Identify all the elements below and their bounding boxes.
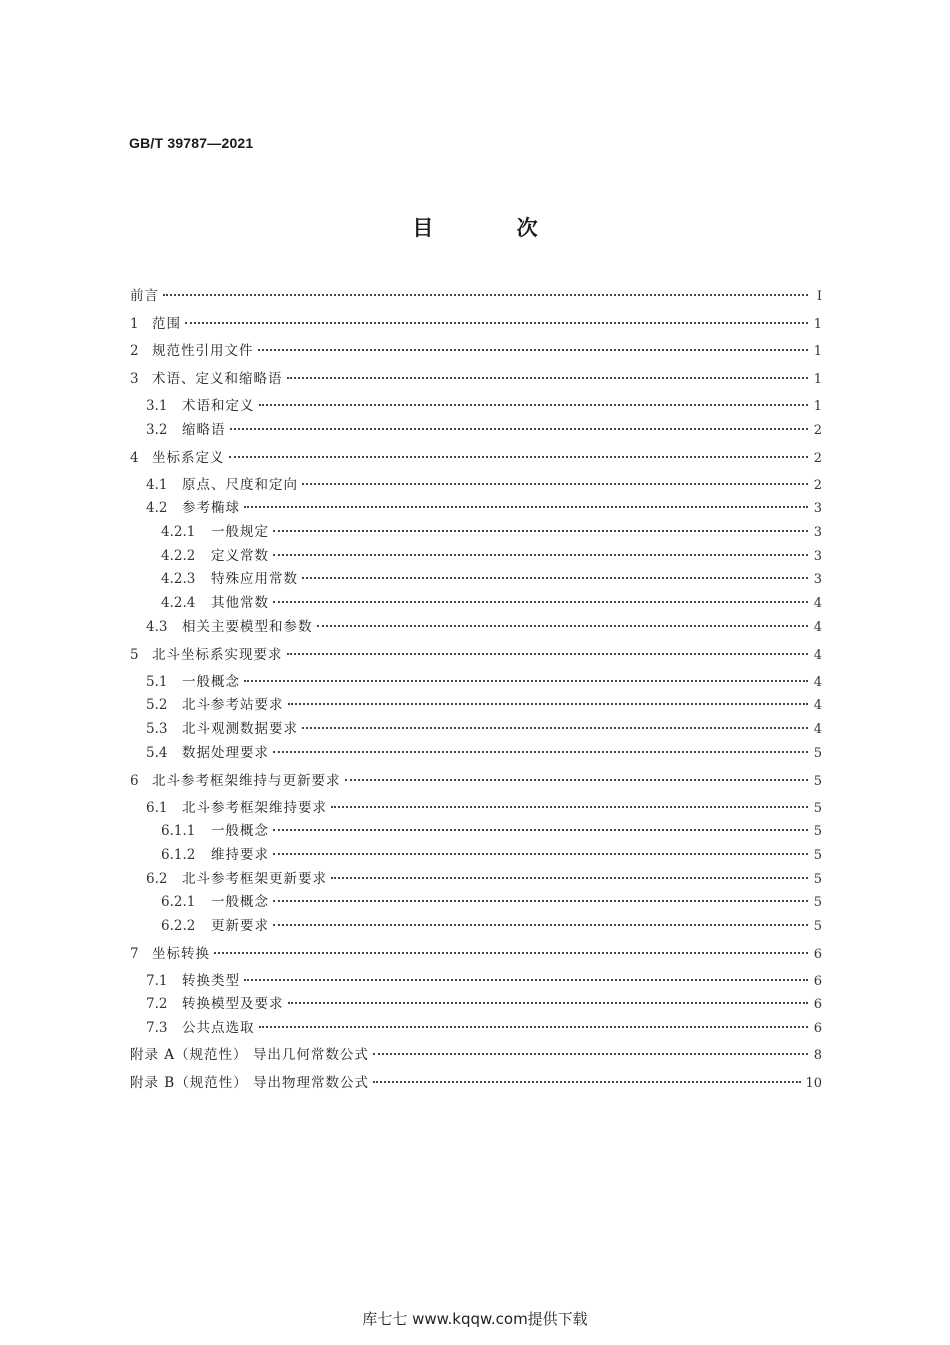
standard-code: GB/T 39787—2021 [129, 135, 254, 151]
toc-entry[interactable] [130, 617, 822, 637]
toc-page: 6 [813, 947, 822, 962]
toc-page: 5 [813, 848, 822, 863]
dot-leader [317, 624, 809, 627]
toc-number: 1 [130, 316, 139, 332]
toc-page: 2 [813, 423, 822, 438]
toc-number: 4.2.4 [161, 595, 196, 611]
dot-leader [273, 852, 808, 855]
toc-page: 5 [813, 824, 822, 839]
dot-leader [302, 482, 808, 485]
toc-number: 4.2.2 [161, 548, 196, 564]
toc-entry[interactable] [130, 695, 822, 715]
toc-label: 公共点选取 [182, 1020, 255, 1036]
dot-leader [185, 321, 808, 324]
toc-label: 特殊应用常数 [211, 571, 298, 587]
toc-page: 2 [813, 478, 822, 493]
toc-number: 6.2.2 [161, 918, 196, 934]
toc-entry[interactable] [130, 892, 822, 912]
toc-number: 6.2.1 [161, 894, 196, 910]
dot-leader [244, 505, 808, 508]
dot-leader [331, 876, 808, 879]
dot-leader [244, 978, 808, 981]
toc-entry[interactable] [130, 719, 822, 739]
dot-leader [273, 828, 808, 831]
toc-label: 坐标系定义 [152, 450, 225, 466]
toc-label: 术语和定义 [182, 398, 255, 414]
toc-number: 7.3 [146, 1020, 168, 1036]
dot-leader [214, 951, 808, 954]
toc-number: 2 [130, 343, 139, 359]
toc-page: 1 [813, 372, 822, 387]
toc-page: 4 [813, 620, 822, 635]
toc-page: 8 [813, 1048, 822, 1063]
toc-entry-appendix-b[interactable] [130, 1073, 822, 1093]
toc-label: 原点、尺度和定向 [182, 477, 298, 493]
toc-label: 附录 B（规范性） 导出物理常数公式 [130, 1075, 370, 1091]
toc-entry[interactable] [130, 645, 822, 665]
toc-page: Ⅰ [816, 289, 822, 304]
toc-entry[interactable] [130, 498, 822, 518]
toc-label: 数据处理要求 [182, 745, 269, 761]
toc-page: 3 [813, 525, 822, 540]
toc-label: 前言 [130, 288, 159, 304]
dot-leader [230, 427, 809, 430]
toc-number: 5.4 [146, 745, 168, 761]
toc-page: 2 [813, 451, 822, 466]
dot-leader [331, 805, 808, 808]
toc-page: 10 [805, 1076, 822, 1091]
toc-number: 6.2 [146, 871, 168, 887]
toc-label: 一般概念 [182, 674, 240, 690]
toc-entry[interactable] [130, 522, 822, 542]
dot-leader [302, 726, 808, 729]
footer-text: 库七七 www.kqqw.com提供下载 [362, 1310, 588, 1328]
toc-entry[interactable] [130, 448, 822, 468]
toc-number: 3.2 [146, 422, 168, 438]
toc-entry[interactable] [130, 1018, 822, 1038]
toc-entry[interactable] [130, 821, 822, 841]
toc-label: 一般规定 [211, 524, 269, 540]
dot-leader [288, 702, 809, 705]
toc-label: 术语、定义和缩略语 [152, 371, 283, 387]
toc-page: 6 [813, 997, 822, 1012]
toc-label: 缩略语 [182, 422, 226, 438]
toc-label: 北斗观测数据要求 [182, 721, 298, 737]
toc-number: 6 [130, 773, 139, 789]
dot-leader [373, 1080, 801, 1083]
dot-leader [273, 899, 808, 902]
toc-entry[interactable] [130, 341, 822, 361]
toc-entry[interactable] [130, 743, 822, 763]
toc-label: 北斗参考框架维持与更新要求 [152, 773, 341, 789]
toc-number: 7.2 [146, 996, 168, 1012]
toc-entry-foreword[interactable] [130, 286, 822, 306]
toc-label: 北斗参考站要求 [182, 697, 284, 713]
toc-entry-appendix-a[interactable] [130, 1045, 822, 1065]
toc-number: 6.1.2 [161, 847, 196, 863]
toc-entry[interactable] [130, 994, 822, 1014]
toc-number: 7.1 [146, 973, 168, 989]
toc-page: 6 [813, 1021, 822, 1036]
dot-leader [273, 923, 808, 926]
toc-number: 5.1 [146, 674, 168, 690]
toc-entry[interactable] [130, 944, 822, 964]
dot-leader [287, 376, 809, 379]
toc-page: 3 [813, 501, 822, 516]
toc-page: 1 [813, 344, 822, 359]
toc-page: 4 [813, 675, 822, 690]
dot-leader [373, 1052, 808, 1055]
toc-page: 4 [813, 648, 822, 663]
toc-label: 定义常数 [211, 548, 269, 564]
toc-entry[interactable] [130, 971, 822, 991]
dot-leader [273, 750, 808, 753]
dot-leader [287, 652, 809, 655]
toc-number: 7 [130, 946, 139, 962]
dot-leader [302, 576, 808, 579]
toc-label: 一般概念 [211, 823, 269, 839]
dot-leader [259, 1025, 809, 1028]
toc-number: 4.1 [146, 477, 168, 493]
toc-number: 6.1.1 [161, 823, 196, 839]
toc-label: 转换类型 [182, 973, 240, 989]
toc-page: 5 [813, 801, 822, 816]
toc-number: 5 [130, 647, 139, 663]
toc-entry[interactable] [130, 672, 822, 692]
toc-page: 4 [813, 722, 822, 737]
toc-page: 5 [813, 895, 822, 910]
toc-label: 更新要求 [211, 918, 269, 934]
dot-leader [258, 348, 809, 351]
toc-entry[interactable] [130, 798, 822, 818]
page-title: 目 次 [412, 216, 576, 240]
toc-entry[interactable] [130, 593, 822, 613]
toc-page: 5 [813, 746, 822, 761]
toc-page: 5 [813, 872, 822, 887]
toc-number: 4.2.1 [161, 524, 196, 540]
toc-number: 3.1 [146, 398, 168, 414]
toc-label: 北斗坐标系实现要求 [152, 647, 283, 663]
toc-page: 4 [813, 596, 822, 611]
toc-label: 北斗参考框架更新要求 [182, 871, 327, 887]
toc-page: 1 [813, 399, 822, 414]
toc-entry[interactable] [130, 396, 822, 416]
dot-leader [288, 1001, 809, 1004]
toc-label: 坐标转换 [152, 946, 210, 962]
toc-label: 一般概念 [211, 894, 269, 910]
toc-label: 范围 [152, 316, 181, 332]
toc-page: 5 [813, 919, 822, 934]
toc-number: 3 [130, 371, 139, 387]
toc-label: 相关主要模型和参数 [182, 619, 313, 635]
toc-page: 3 [813, 572, 822, 587]
toc-entry[interactable] [130, 475, 822, 495]
toc-label: 附录 A（规范性） 导出几何常数公式 [130, 1047, 369, 1063]
dot-leader [273, 600, 808, 603]
toc-label: 规范性引用文件 [152, 343, 254, 359]
toc-number: 5.2 [146, 697, 168, 713]
dot-leader [273, 529, 808, 532]
toc-entry[interactable] [130, 420, 822, 440]
toc-number: 6.1 [146, 800, 168, 816]
toc-entry[interactable] [130, 569, 822, 589]
toc-label: 北斗参考框架维持要求 [182, 800, 327, 816]
toc-page: 4 [813, 698, 822, 713]
toc-label: 其他常数 [211, 595, 269, 611]
toc-label: 参考椭球 [182, 500, 240, 516]
toc-number: 4.3 [146, 619, 168, 635]
toc-entry[interactable] [130, 869, 822, 889]
toc-number: 5.3 [146, 721, 168, 737]
dot-leader [273, 553, 808, 556]
dot-leader [163, 293, 808, 296]
toc-entry[interactable] [130, 546, 822, 566]
dot-leader [244, 679, 808, 682]
toc-entry[interactable] [130, 314, 822, 334]
toc-entry[interactable] [130, 916, 822, 936]
toc-number: 4.2 [146, 500, 168, 516]
toc-page: 3 [813, 549, 822, 564]
dot-leader [259, 403, 809, 406]
dot-leader [229, 455, 809, 458]
toc-entry[interactable] [130, 771, 822, 791]
toc-label: 维持要求 [211, 847, 269, 863]
dot-leader [345, 778, 809, 781]
toc-number: 4.2.3 [161, 571, 196, 587]
toc-entry[interactable] [130, 845, 822, 865]
toc-page: 5 [813, 774, 822, 789]
toc-page: 6 [813, 974, 822, 989]
toc-label: 转换模型及要求 [182, 996, 284, 1012]
toc-number: 4 [130, 450, 139, 466]
toc-page: 1 [813, 317, 822, 332]
toc-entry[interactable] [130, 369, 822, 389]
